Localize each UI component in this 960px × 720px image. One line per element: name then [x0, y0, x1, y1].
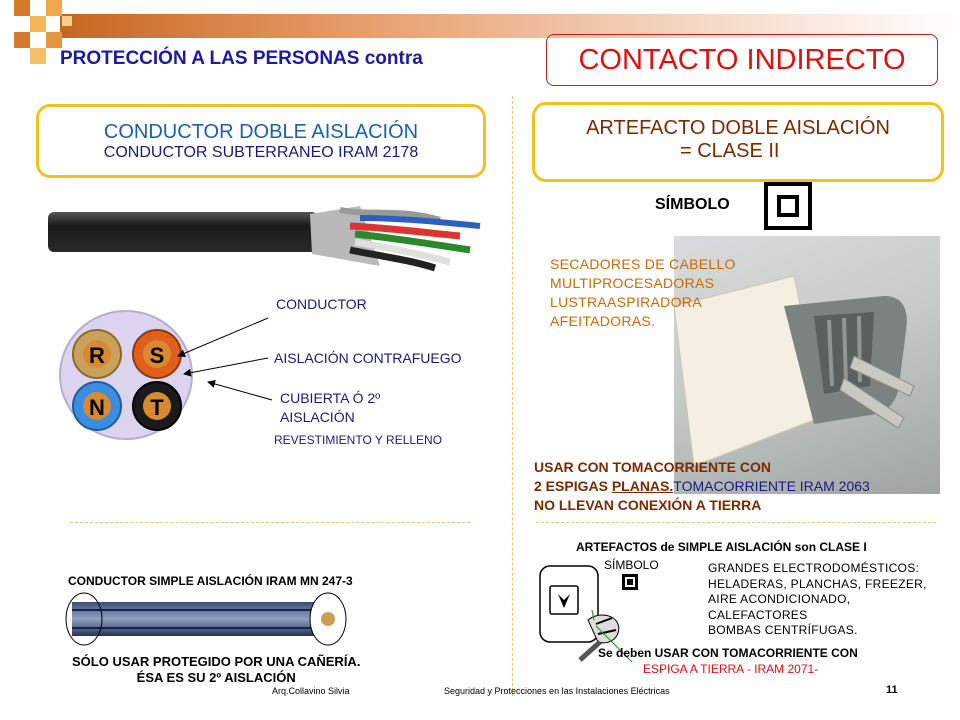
class-i-item: CALEFACTORES — [708, 607, 808, 622]
simple-conductor-image — [62, 588, 362, 648]
decor-square — [62, 16, 72, 26]
note-line-1: SÓLO USAR PROTEGIDO POR UNA CAÑERÍA. — [72, 654, 361, 669]
vertical-divider — [512, 96, 513, 696]
decor-square — [46, 0, 62, 16]
class-i-item: GRANDES ELECTRODOMÉSTICOS: — [708, 561, 920, 575]
class-i-title: ARTEFACTOS de SIMPLE AISLACIÓN son CLASE I — [576, 540, 867, 554]
note-line-2: ÉSA ES SU 2º AISLACIÓN — [136, 670, 296, 685]
grounded-socket-standard: ESPIGA A TIERRA - IRAM 2071- — [643, 662, 819, 676]
appliance-list — [550, 255, 736, 331]
box-heading: ARTEFACTO DOBLE AISLACIÓN — [586, 117, 890, 139]
class-i-item: HELADERAS, PLANCHAS, FREEZER, — [708, 576, 927, 591]
label-cubierta-2: AISLACIÓN — [280, 409, 355, 425]
label-arrows — [150, 296, 280, 446]
class-ii-symbol-inner — [777, 195, 799, 217]
label-revestimiento: REVESTIMIENTO Y RELLENO — [274, 433, 443, 447]
horizontal-divider-right — [536, 522, 936, 523]
page-title: PROTECCIÓN A LAS PERSONAS contra — [60, 48, 423, 69]
phase-label: R — [89, 343, 105, 368]
class-i-appliance-list — [708, 561, 927, 639]
box-subheading: = CLASE II — [680, 140, 780, 162]
appliance-item: MULTIPROCESADORAS — [550, 275, 715, 291]
multicore-cable-image — [40, 196, 510, 276]
phase-label: N — [89, 395, 105, 420]
usage-espigas: 2 ESPIGAS — [534, 478, 612, 494]
footer-course: Seguridad y Protecciones en las Instalaciones Eléctricas — [444, 686, 670, 696]
box-heading: CONDUCTOR DOBLE AISLACIÓN — [103, 121, 419, 143]
box-subheading: CONDUCTOR SUBTERRANEO IRAM 2178 — [103, 144, 419, 161]
label-cubierta: CUBIERTA Ó 2º — [280, 390, 381, 406]
footer-author: Arq.Collavino Silvia — [272, 686, 350, 696]
usage-planas: PLANAS. — [611, 478, 674, 494]
class-ii-appliance-box — [532, 102, 944, 182]
double-insulation-conductor-box — [36, 104, 486, 178]
boxed-title: CONTACTO INDIRECTO — [546, 34, 938, 86]
class-i-item: BOMBAS CENTRÍFUGAS. — [708, 623, 858, 637]
decor-square — [30, 16, 46, 32]
class-i-item: AIRE ACONDICIONADO, — [708, 592, 851, 606]
decor-square — [14, 0, 30, 16]
appliance-item: SECADORES DE CABELLO — [550, 256, 736, 272]
class-i-symbol-label: SÍMBOLO — [604, 558, 659, 572]
decor-square — [46, 32, 62, 48]
decor-square — [30, 48, 46, 64]
label-conductor: CONDUCTOR — [276, 296, 367, 312]
usage-line-2 — [534, 477, 870, 496]
simple-conductor-caption: CONDUCTOR SIMPLE AISLACIÓN IRAM MN 247-3 — [68, 574, 353, 588]
usage-instructions — [534, 458, 870, 515]
horizontal-divider-left — [70, 522, 470, 523]
phase-label: T — [150, 395, 164, 420]
simple-conductor-note — [72, 654, 360, 686]
grounded-socket-requirement: Se deben USAR CON TOMACORRIENTE CON — [598, 646, 858, 660]
decor-square — [14, 32, 30, 48]
appliance-item: AFEITADORAS. — [550, 313, 656, 329]
appliance-item: LUSTRAASPIRADORA — [550, 294, 702, 310]
usage-iram: TOMACORRIENTE IRAM 2063 — [673, 478, 870, 494]
symbol-label: SÍMBOLO — [655, 196, 730, 213]
page-number: 11 — [886, 684, 898, 696]
usage-line-3: NO LLEVAN CONEXIÓN A TIERRA — [534, 497, 762, 513]
phase-label: S — [149, 343, 165, 368]
label-aislacion: AISLACIÓN CONTRAFUEGO — [274, 350, 462, 366]
usage-line-1: USAR CON TOMACORRIENTE CON — [534, 459, 771, 475]
